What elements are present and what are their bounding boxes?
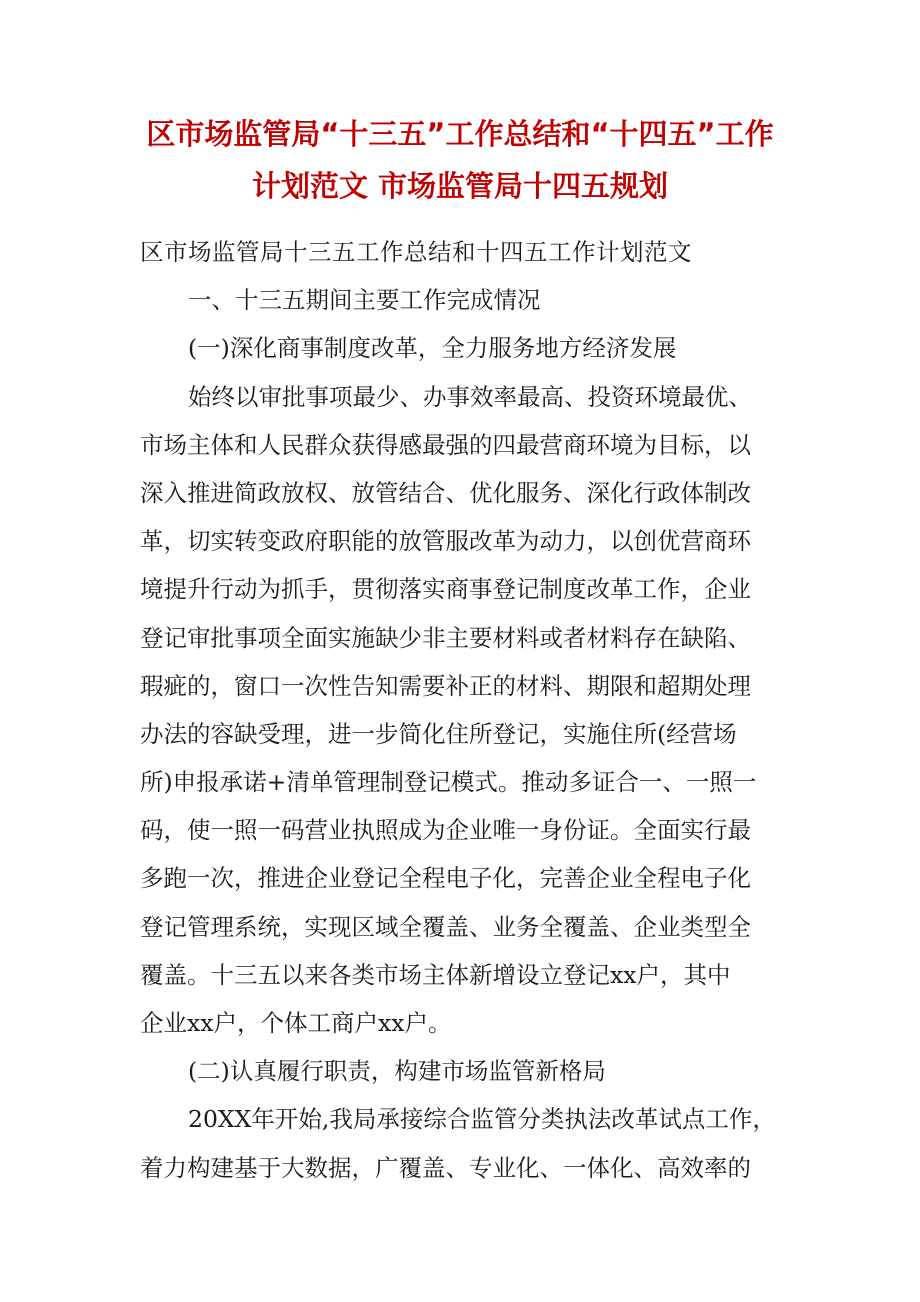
paragraph-line: 市场主体和人民群众获得感最强的四最营商环境为目标，以 — [140, 430, 751, 459]
paragraph-line: 深入推进简政放权、放管结合、优化服务、深化行政体制改 — [140, 478, 751, 507]
paragraph-line: 革，切实转变政府职能的放管服改革为动力，以创优营商环 — [140, 527, 751, 556]
document-title — [130, 108, 790, 212]
paragraph-line: 覆盖。十三五以来各类市场主体新增设立登记xx户，其中 — [140, 960, 731, 989]
paragraph-line: 登记审批事项全面实施缺少非主要材料或者材料存在缺陷、 — [140, 623, 751, 652]
title-line-1: 区市场监管局“十三五”工作总结和“十四五”工作 — [146, 117, 774, 151]
title-line-2: 计划范文 市场监管局十四五规划 — [251, 169, 669, 203]
subsection-heading-2: (二)认真履行职责，构建市场监管新格局 — [188, 1057, 606, 1086]
paragraph-line: 所)申报承诺+清单管理制登记模式。推动多证合一、一照一 — [140, 768, 757, 797]
paragraph-line: 20XX年开始,我局承接综合监管分类执法改革试点工作， — [188, 1105, 776, 1134]
paragraph-line: 瑕疵的，窗口一次性告知需要补正的材料、期限和超期处理 — [140, 671, 751, 700]
paragraph-line: 多跑一次，推进企业登记全程电子化，完善企业全程电子化 — [140, 864, 751, 893]
document-body — [140, 228, 790, 1192]
paragraph-line: 码，使一照一码营业执照成为企业唯一身份证。全面实行最 — [140, 816, 751, 845]
section-heading-1: 一、十三五期间主要工作完成情况 — [188, 286, 541, 315]
subsection-heading-1: (一)深化商事制度改革，全力服务地方经济发展 — [188, 334, 677, 363]
paragraph-line: 办法的容缺受理，进一步简化住所登记，实施住所(经营场 — [140, 719, 737, 748]
paragraph-line: 企业xx户，个体工商户xx户。 — [140, 1009, 452, 1037]
paragraph-line: 境提升行动为抓手，贯彻落实商事登记制度改革工作，企业 — [140, 575, 751, 604]
paragraph-line: 始终以审批事项最少、办事效率最高、投资环境最优、 — [188, 382, 752, 411]
paragraph-line: 登记管理系统，实现区域全覆盖、业务全覆盖、企业类型全 — [140, 912, 751, 941]
paragraph-line: 着力构建基于大数据，广覆盖、专业化、一体化、高效率的 — [140, 1153, 751, 1182]
subtitle-line: 区市场监管局十三五工作总结和十四五工作计划范文 — [140, 238, 692, 266]
